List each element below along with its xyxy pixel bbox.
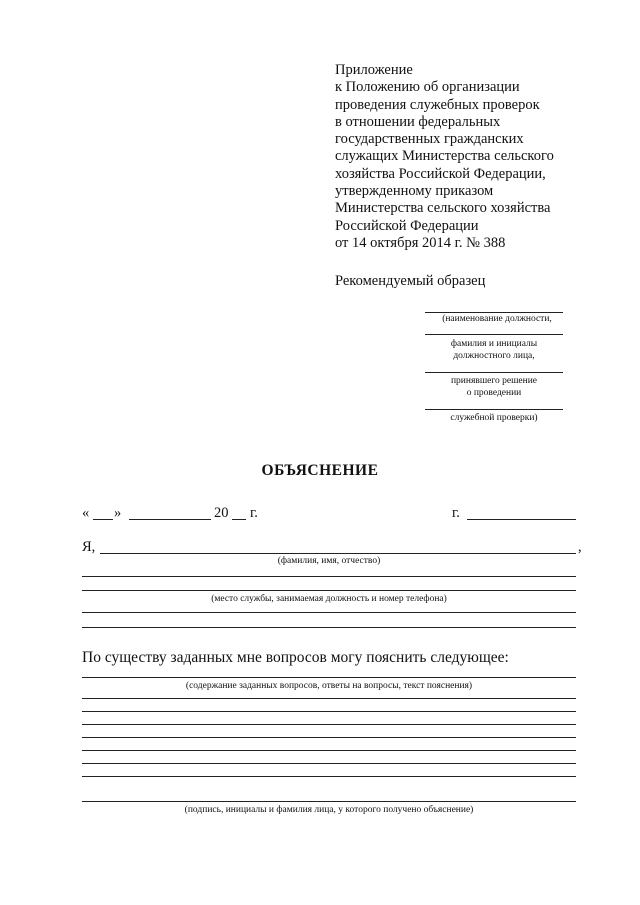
workplace-line-1[interactable]	[82, 576, 576, 577]
explanation-line[interactable]	[82, 711, 576, 712]
person-suffix: ,	[578, 539, 582, 555]
addressee-caption-about: о проведении	[466, 388, 522, 398]
date-close-quote: »	[114, 505, 122, 521]
addressee-name-line[interactable]	[425, 334, 563, 335]
caption-workplace: (место службы, занимаемая должность и номер телефона)	[211, 594, 447, 604]
document-title: ОБЪЯСНЕНИЕ	[261, 462, 379, 479]
addressee-inspection-line[interactable]	[425, 409, 563, 410]
date-open-quote: «	[82, 505, 90, 521]
addressee-caption-inspection: служебной проверки)	[450, 413, 538, 423]
year-field[interactable]	[232, 519, 246, 520]
appendix-line: утвержденному приказом	[335, 183, 494, 200]
explanation-line[interactable]	[82, 750, 576, 751]
appendix-line: Российской Федерации	[335, 217, 479, 234]
explanation-intro: По существу заданных мне вопросов могу пояснить следующее:	[82, 649, 509, 666]
explanation-line[interactable]	[82, 776, 576, 777]
appendix-line: служащих Министерства сельского	[335, 148, 554, 165]
addressee-caption-decision: принявшего решение	[450, 376, 538, 386]
year-prefix: 20	[214, 505, 229, 521]
caption-explanation-content: (содержание заданных вопросов, ответы на вопросы, текст пояснения)	[185, 681, 473, 691]
explanation-line[interactable]	[82, 724, 576, 725]
addressee-position-line[interactable]	[425, 312, 563, 313]
recommended-sample-label: Рекомендуемый образец	[335, 273, 486, 289]
addressee-caption-position: (наименование должности,	[442, 314, 552, 324]
appendix-line: к Положению об организации	[335, 79, 520, 96]
appendix-line: Приложение	[335, 62, 413, 78]
year-suffix: г.	[250, 505, 258, 521]
appendix-block	[335, 62, 625, 252]
addressee-decision-line[interactable]	[425, 372, 563, 373]
appendix-line: от 14 октября 2014 г. № 388	[335, 234, 506, 251]
explanation-line[interactable]	[82, 763, 576, 764]
explanation-line[interactable]	[82, 698, 576, 699]
appendix-line: в отношении федеральных	[335, 113, 501, 130]
caption-full-name: (фамилия, имя, отчество)	[277, 556, 381, 566]
signature-line[interactable]	[82, 801, 576, 802]
addressee-caption-official: должностного лица,	[453, 351, 535, 361]
city-field[interactable]	[467, 519, 576, 520]
explanation-line[interactable]	[82, 737, 576, 738]
appendix-line: хозяйства Российской Федерации,	[335, 165, 546, 182]
workplace-line-4[interactable]	[82, 627, 576, 628]
person-prefix: Я,	[82, 539, 96, 555]
workplace-line-3[interactable]	[82, 612, 576, 613]
day-field[interactable]	[93, 519, 113, 520]
month-field[interactable]	[129, 519, 211, 520]
appendix-line: государственных гражданских	[335, 131, 524, 148]
city-prefix: г.	[452, 505, 460, 521]
workplace-line-2[interactable]	[82, 590, 576, 591]
appendix-line: проведения служебных проверок	[335, 96, 540, 113]
explanation-line[interactable]	[82, 677, 576, 678]
full-name-field[interactable]	[100, 553, 576, 554]
caption-signature: (подпись, инициалы и фамилия лица, у которого получено объяснение)	[184, 805, 474, 815]
addressee-caption-name: фамилия и инициалы	[450, 339, 538, 349]
appendix-line: Министерства сельского хозяйства	[335, 200, 551, 217]
